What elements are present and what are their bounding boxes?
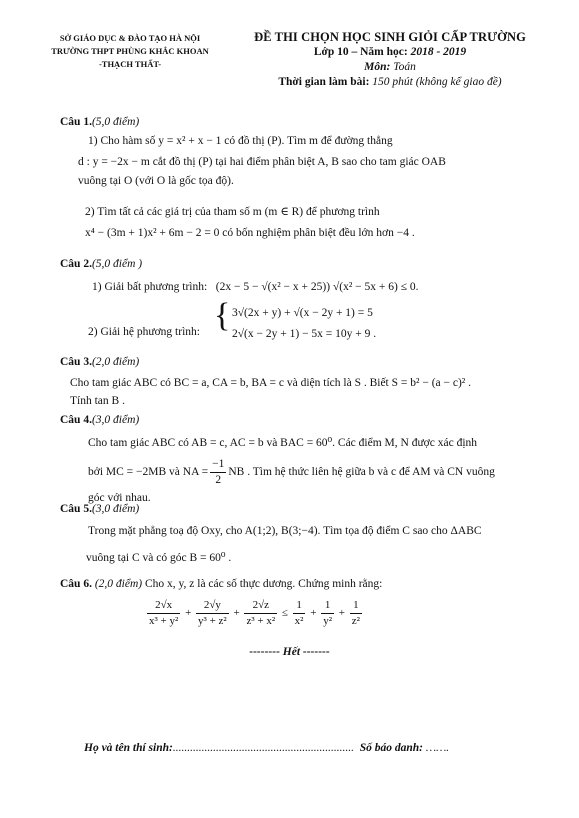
candidate-name-label: Họ và tên thí sinh: — [84, 742, 173, 754]
candidate-id-blank: ……. — [422, 742, 450, 754]
subject-line: Môn: Toán — [364, 61, 416, 73]
system-brace: { — [214, 297, 231, 334]
fraction-minus-half: $\frac{-1}{2}$ — [212, 458, 225, 486]
school-header — [46, 32, 214, 71]
exam-header — [232, 30, 548, 90]
question-2-part-2-label: 2) Giải hệ phương trình: — [88, 326, 200, 338]
question-4-body: Cho tam giác ABC có AB = c, AC = b và BAC = 60⁰. Các điểm M, N được xác định bởi MC = −2MB và NA = $\frac{-1}{2}$ NB . Tìm hệ thức liên hệ giữa b và c để AM và CN vuông góc với nhau. — [88, 437, 495, 504]
department-name: SỞ GIÁO DỤC & ĐÀO TẠO HÀ NỘI — [59, 33, 201, 43]
system-equation-1: 3√(2x + y) + √(x − 2y + 1) = 5 — [232, 307, 373, 319]
question-6-inequality: $\frac{2√x}{\text{x³ + y²}}$ + $\frac{2√y}{\text{y³ + z²}}$ + $\frac{2√z}{\text{z³ + x²}}$ ≤ $\frac{1}{\text{x²}}$ + $\frac{1}{\text{y²}}$ + $\frac{1}{\text{z²}}$ — [149, 599, 360, 627]
exam-title: ĐỀ THI CHỌN HỌC SINH GIỎI CẤP TRƯỜNG — [254, 30, 526, 44]
question-4-heading: Câu 4.(3,0 điểm) — [60, 414, 140, 426]
inequality: (2x − 5 − √(x² − x + 25)) √(x² − 5x + 6) ≤ 0. — [215, 281, 419, 293]
question-1-part-1: 1) Cho hàm số y = x² + x − 1 có đồ thị (P). Tìm m để đường thẳng d : y = −2x − m cắt đồ thị (P) tại hai điểm phân biệt A, B sao cho tam giác OAB vuông tại O (với O là gốc tọa độ). — [78, 135, 446, 187]
candidate-info-line — [84, 742, 524, 754]
grade-line: Lớp 10 – Năm học: 2018 - 2019 — [313, 46, 467, 58]
equation-system — [232, 306, 532, 342]
question-6-heading: Câu 6. (2,0 điểm) Cho x, y, z là các số thực dương. Chứng minh rằng: — [60, 578, 383, 590]
system-equation-2: 2√(x − 2y + 1) − 5x = 10y + 9 . — [232, 328, 377, 340]
time-line: Thời gian làm bài: 150 phút (không kể giao đề) — [278, 76, 502, 88]
candidate-id-label: Số báo danh: — [359, 742, 423, 754]
district-name: -THẠCH THẤT- — [98, 59, 162, 69]
school-name: TRƯỜNG THPT PHÙNG KHẮC KHOAN — [51, 46, 209, 56]
question-3-heading: Câu 3.(2,0 điểm) — [60, 356, 140, 368]
question-5-body: Trong mặt phẳng toạ độ Oxy, cho A(1;2), B(3;−4). Tìm tọa độ điểm C sao cho ΔABC vuông tại C và có góc B = 60⁰ . — [86, 525, 482, 564]
question-1-part-2: 2) Tìm tất cả các giá trị của tham số m (m ∈ R) để phương trình x⁴ − (3m + 1)x² + 6m − 2 = 0 có bốn nghiệm phân biệt đều lớn hơn −4 . — [85, 206, 415, 239]
question-5-heading: Câu 5.(3,0 điểm) — [60, 503, 140, 515]
question-3-body: Cho tam giác ABC có BC = a, CA = b, BA = c và diện tích là S . Biết S = b² − (a − c)² . Tính tan B . — [70, 377, 471, 407]
question-1-heading: Câu 1.(5,0 điểm) — [60, 116, 140, 128]
question-2-part-1: 1) Giải bất phương trình: (2x − 5 − √(x² − x + 25)) √(x² − 5x + 6) ≤ 0. — [92, 281, 419, 293]
end-marker: -------- Hết ------- — [249, 646, 330, 658]
candidate-name-blank: ............................................................... — [172, 742, 354, 754]
question-2-heading: Câu 2.(5,0 điểm ) — [60, 258, 143, 270]
